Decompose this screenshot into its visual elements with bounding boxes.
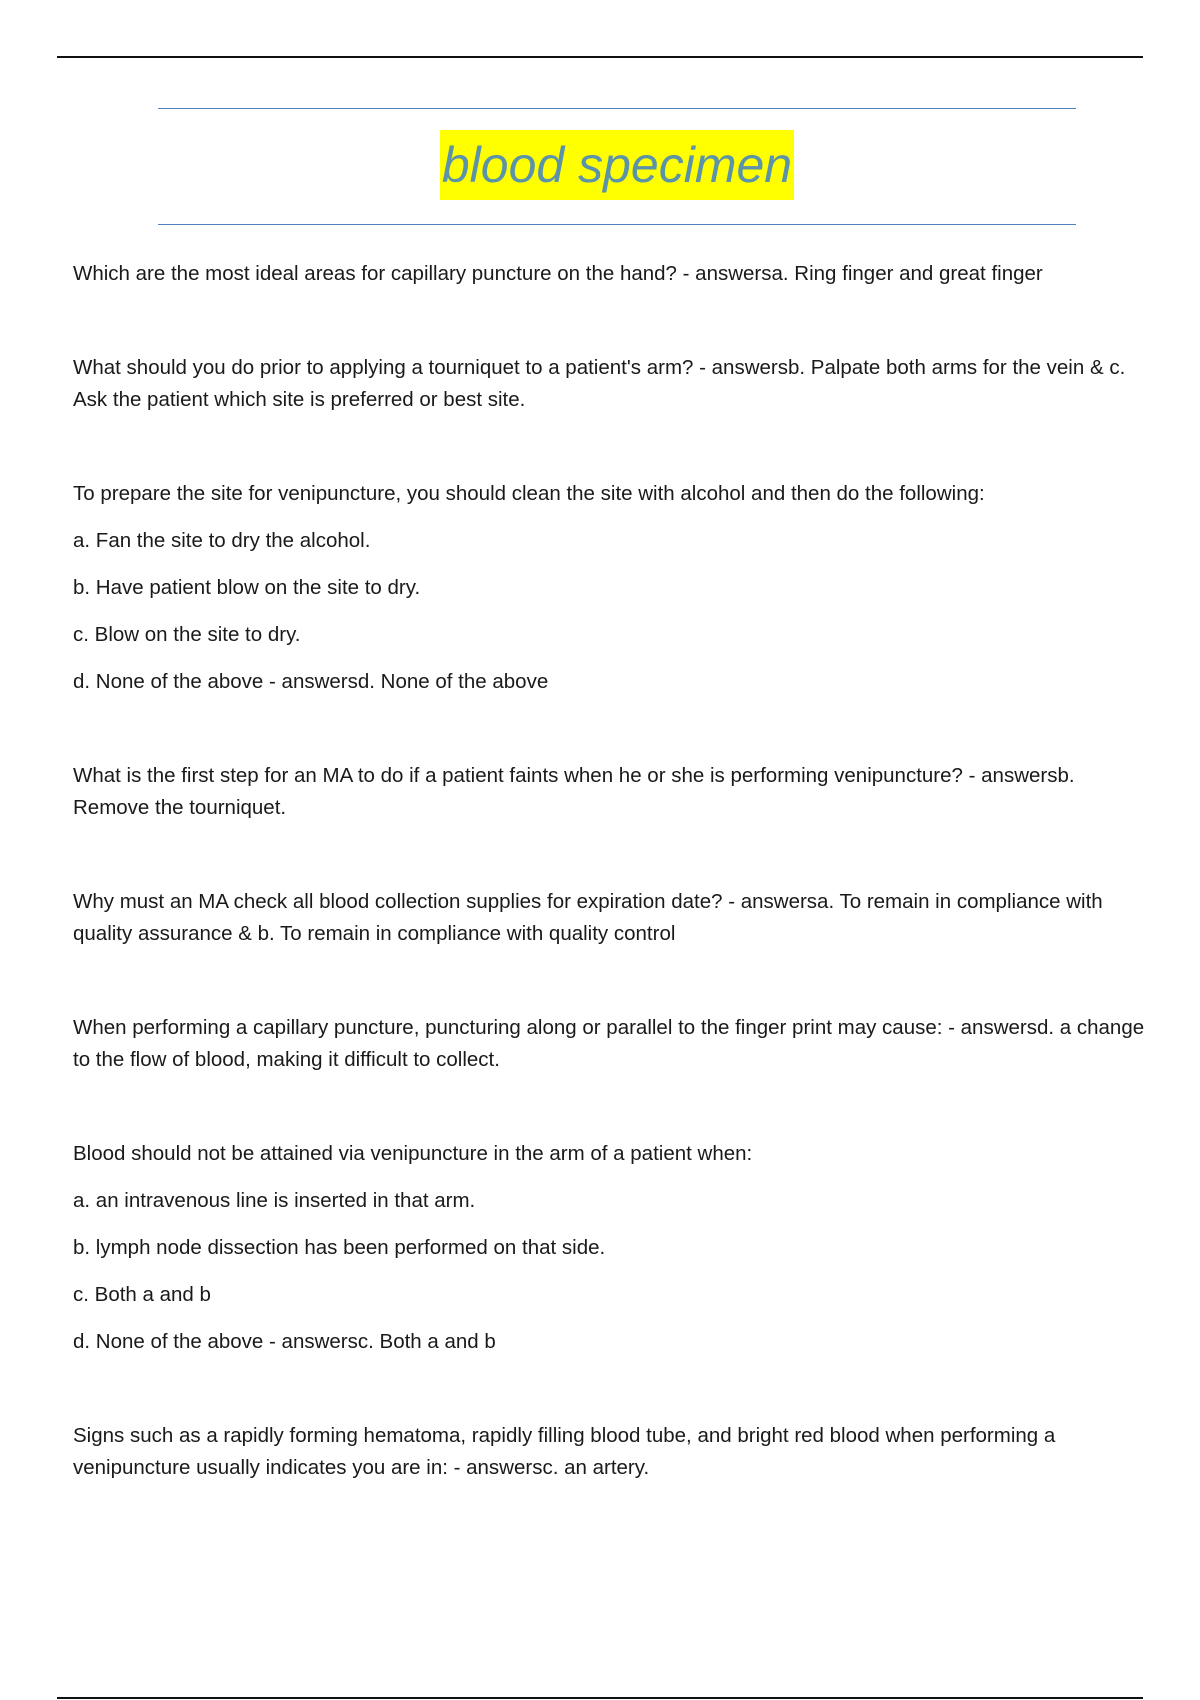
qa-question-text: Which are the most ideal areas for capillary puncture on the hand? - answersa. Ring finger and great finger <box>73 262 1043 285</box>
qa-option-text: a. an intravenous line is inserted in that arm. <box>73 1189 476 1212</box>
qa-option-text: d. None of the above - answersc. Both a and b <box>73 1330 496 1353</box>
qa-item <box>73 760 1148 824</box>
qa-list <box>73 258 1148 1546</box>
document-title <box>158 130 1076 200</box>
title-lower-line <box>158 224 1076 225</box>
qa-question-text: Blood should not be attained via venipuncture in the arm of a patient when: <box>73 1142 753 1165</box>
title-block <box>158 108 1076 226</box>
qa-option-text: a. Fan the site to dry the alcohol. <box>73 529 371 552</box>
qa-item <box>73 1420 1148 1484</box>
page-top-rule <box>57 56 1143 58</box>
qa-item <box>73 1012 1148 1076</box>
qa-item <box>73 352 1148 416</box>
qa-option-text: d. None of the above - answersd. None of the above <box>73 670 549 693</box>
qa-question-text: When performing a capillary puncture, puncturing along or parallel to the finger print may cause: - answersd. a change to the flow of blood, making it difficult to collect. <box>73 1016 1145 1071</box>
qa-item <box>73 258 1148 290</box>
qa-option-text: c. Blow on the site to dry. <box>73 623 301 646</box>
qa-item <box>73 478 1148 698</box>
page-bottom-rule <box>57 1697 1143 1699</box>
qa-item <box>73 886 1148 950</box>
qa-question-text: Signs such as a rapidly forming hematoma, rapidly filling blood tube, and bright red blood when performing a venipuncture usually indicates you are in: - answersc. an artery. <box>73 1424 1056 1479</box>
qa-option-text: b. Have patient blow on the site to dry. <box>73 576 421 599</box>
qa-question-text: To prepare the site for venipuncture, you should clean the site with alcohol and then do the following: <box>73 482 985 505</box>
qa-question-text: What is the first step for an MA to do if a patient faints when he or she is performing venipuncture? - answersb. Remove the tourniquet. <box>73 764 1075 819</box>
qa-question-text: Why must an MA check all blood collection supplies for expiration date? - answersa. To remain in compliance with quality assurance & b. To remain in compliance with quality control <box>73 890 1103 945</box>
qa-item <box>73 1138 1148 1358</box>
title-highlight: blood specimen <box>440 130 794 200</box>
qa-question-text: What should you do prior to applying a tourniquet to a patient's arm? - answersb. Palpate both arms for the vein & c. Ask the patient which site is preferred or best site. <box>73 356 1126 411</box>
qa-option-text: b. lymph node dissection has been performed on that side. <box>73 1236 606 1259</box>
qa-option-text: c. Both a and b <box>73 1283 211 1306</box>
title-upper-line <box>158 108 1076 109</box>
